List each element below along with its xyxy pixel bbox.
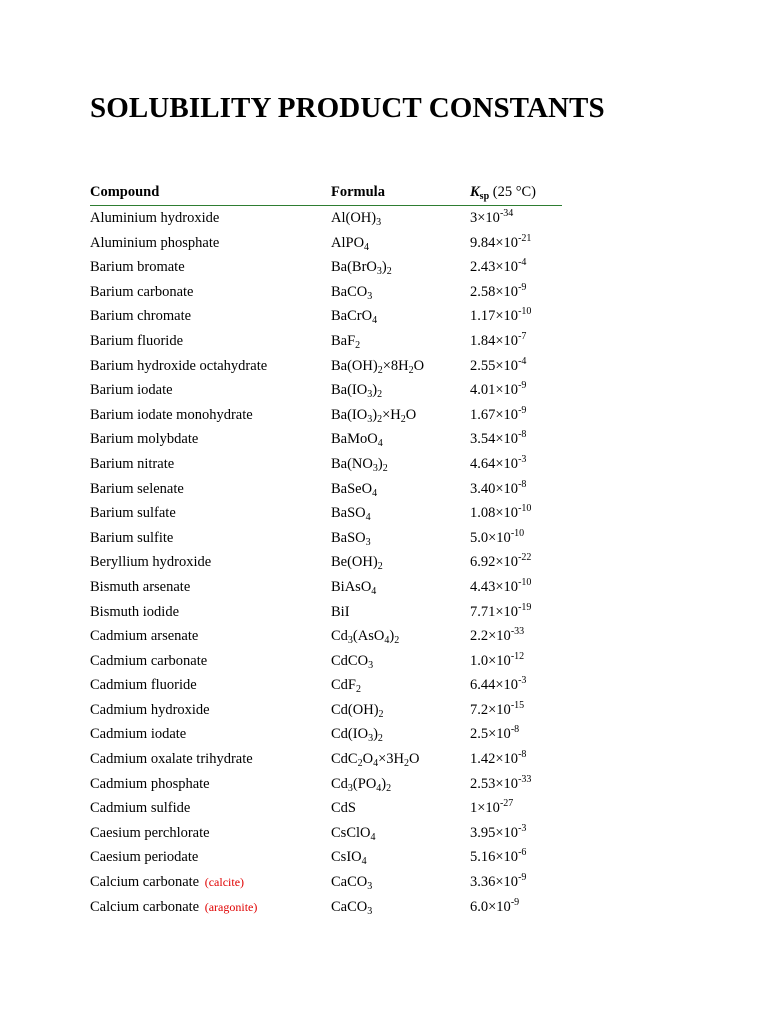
ksp-exponent: -9 (518, 380, 527, 392)
compound-name: Barium fluoride (90, 332, 184, 349)
table-row (90, 895, 562, 920)
compound-name: Bismuth iodide (90, 603, 180, 620)
compound-name: Cadmium sulfide (90, 800, 191, 817)
compound-name: Cadmium iodate (90, 726, 187, 743)
ksp-subscript: sp (479, 191, 490, 202)
chemical-formula: $Ba(BrO_3)_2$ (331, 259, 392, 278)
ksp-exponent: -4 (518, 355, 527, 367)
ksp-exponent: -10 (518, 576, 532, 588)
table-row (90, 747, 562, 772)
ksp-exponent: -21 (518, 232, 532, 244)
ksp-value: $1.42\times 10^{-8}$ (470, 749, 527, 768)
chemical-formula: $Cd(OH)_2$ (331, 701, 384, 720)
table-row (90, 452, 562, 477)
compound-name: Barium sulfate (90, 505, 176, 522)
table-row (90, 673, 562, 698)
chemical-formula: $Ba(OH)_2\times 8H_2O$ (331, 357, 425, 376)
table-row (90, 329, 562, 354)
ksp-exponent: -6 (518, 847, 527, 859)
ksp-exponent: -12 (510, 650, 525, 662)
chemical-formula: CdS (331, 800, 356, 817)
ksp-value: $2.53\times 10^{-33}$ (470, 773, 532, 792)
table-row (90, 477, 562, 502)
compound-name: Cadmium phosphate (90, 775, 210, 792)
table-row (90, 255, 562, 280)
chemical-formula: CdCO$_3$ (331, 652, 374, 671)
ksp-exponent: -10 (518, 503, 532, 515)
ksp-value: $1.84\times 10^{-7}$ (470, 330, 527, 349)
ksp-exponent: -10 (518, 306, 532, 318)
page-title: SOLUBILITY PRODUCT CONSTANTS (90, 92, 605, 124)
chemical-formula: $Cd_3(AsO_4)_2$ (331, 628, 400, 647)
ksp-exponent: -3 (518, 675, 527, 687)
ksp-exponent: -9 (510, 896, 520, 908)
ksp-value: $3.54\times 10^{-8}$ (470, 429, 527, 448)
table-row (90, 427, 562, 452)
ksp-exponent: -4 (518, 257, 527, 269)
ksp-value: $3.95\times 10^{-3}$ (470, 822, 527, 841)
ksp-value: $9.84\times 10^{-21}$ (470, 232, 532, 251)
table-row (90, 403, 562, 428)
compound-name: Barium hydroxide octahydrate (90, 357, 268, 374)
ksp-value: $6.44\times 10^{-3}$ (470, 675, 527, 694)
compound-name: Barium iodate (90, 382, 173, 399)
ksp-exponent: -9 (518, 281, 527, 293)
ksp-value: $4.01\times 10^{-9}$ (470, 380, 527, 399)
ksp-exponent: -8 (518, 429, 527, 441)
compound-name: Barium molybdate (90, 431, 199, 448)
compound-name: Calcium carbonate (calcite) (90, 874, 245, 891)
ksp-exponent: -8 (518, 478, 527, 490)
compound-name: Barium sulfite (90, 529, 174, 546)
compound-name: Caesium periodate (90, 849, 199, 866)
ksp-exponent: -3 (518, 822, 527, 834)
compound-name: Calcium carbonate (aragonite) (90, 898, 258, 915)
ksp-value: $5.16\times 10^{-6}$ (470, 847, 527, 866)
table-body (90, 206, 562, 919)
ksp-value: $2.43\times 10^{-4}$ (470, 257, 527, 276)
compound-name: Barium chromate (90, 308, 192, 325)
chemical-formula: CaCO$_3$ (331, 898, 373, 917)
compound-name: Barium iodate monohydrate (90, 406, 253, 423)
table-header (90, 180, 562, 206)
ksp-exponent: -15 (510, 699, 525, 711)
ksp-value: $2.55\times 10^{-4}$ (470, 355, 527, 374)
chemical-formula: BiI (331, 603, 350, 620)
chemical-formula: $Cd(IO_3)_2$ (331, 726, 383, 745)
ksp-value: $1.08\times 10^{-10}$ (470, 503, 532, 522)
ksp-table (90, 180, 562, 919)
table-row (90, 698, 562, 723)
chemical-formula: BaSeO$_4$ (331, 480, 378, 499)
compound-name: Cadmium fluoride (90, 677, 197, 694)
table-row (90, 231, 562, 256)
ksp-exponent: -9 (518, 872, 527, 884)
chemical-formula: $Ba(IO_3)_2$ (331, 382, 383, 401)
ksp-value: $7.2\times 10^{-15}$ (470, 699, 525, 718)
table-row (90, 722, 562, 747)
table-row (90, 821, 562, 846)
chemical-formula: CsIO$_4$ (331, 849, 367, 868)
chemical-formula: $Cd_3(PO_4)_2$ (331, 775, 392, 794)
chemical-formula: CaCO$_3$ (331, 874, 373, 893)
ksp-value: $5.0\times 10^{-10}$ (470, 527, 525, 546)
chemical-formula: CdF$_2$ (331, 677, 361, 696)
ksp-value: $6.0\times 10^{-9}$ (470, 896, 520, 915)
ksp-value: $3.36\times 10^{-9}$ (470, 872, 527, 891)
chemical-formula: $Ba(IO_3)_2\times H_2O$ (331, 406, 417, 425)
ksp-exponent: -7 (518, 330, 527, 342)
table-row (90, 526, 562, 551)
ksp-value: $4.43\times 10^{-10}$ (470, 576, 532, 595)
ksp-exponent: -34 (499, 208, 514, 219)
compound-name: Beryllium hydroxide (90, 554, 212, 571)
ksp-exponent: -8 (510, 724, 520, 736)
polymorph-note: (aragonite) (204, 899, 258, 914)
chemical-formula: BaCrO$_4$ (331, 308, 378, 327)
chemical-formula: BaSO$_4$ (331, 505, 371, 524)
table-row (90, 772, 562, 797)
ksp-exponent: -8 (518, 749, 527, 761)
ksp-condition: (25 °C) (489, 184, 537, 200)
chemical-formula: $Ba(NO_3)_2$ (331, 455, 388, 474)
chemical-formula: $Be(OH)_2$ (331, 554, 383, 573)
compound-name: Caesium perchlorate (90, 824, 210, 841)
table-row (90, 870, 562, 895)
ksp-value: $3\times 10^{-34}$ (470, 208, 514, 226)
compound-name: Barium nitrate (90, 455, 175, 472)
table-row (90, 378, 562, 403)
compound-name: Barium bromate (90, 259, 185, 276)
ksp-value: $1\times 10^{-27}$ (470, 798, 514, 817)
ksp-value: $2.5\times 10^{-8}$ (470, 724, 520, 743)
formula-column-header: Formula (331, 184, 385, 200)
table-row (90, 796, 562, 821)
compound-name: Aluminium hydroxide (90, 210, 220, 226)
chemical-formula: $Al(OH)_3$ (331, 210, 382, 228)
ksp-column-header (470, 180, 536, 205)
chemical-formula: BaSO$_3$ (331, 529, 371, 548)
chemical-formula: BaF$_2$ (331, 332, 361, 351)
compound-name: Cadmium carbonate (90, 652, 208, 669)
ksp-exponent: -27 (499, 798, 514, 810)
chemical-formula: BaMoO$_4$ (331, 431, 383, 450)
ksp-exponent: -33 (518, 773, 532, 785)
compound-column-header: Compound (90, 184, 160, 200)
ksp-symbol: K (470, 184, 480, 200)
table-row (90, 354, 562, 379)
ksp-value: $2.58\times 10^{-9}$ (470, 281, 527, 300)
compound-name: Barium selenate (90, 480, 184, 497)
ksp-exponent: -3 (518, 453, 527, 465)
compound-name: Cadmium oxalate trihydrate (90, 751, 253, 768)
table-row (90, 600, 562, 625)
table-row (90, 649, 562, 674)
table-row (90, 304, 562, 329)
chemical-formula: BaCO$_3$ (331, 283, 373, 302)
polymorph-note: (calcite) (204, 875, 245, 890)
compound-name: Cadmium arsenate (90, 628, 199, 645)
ksp-exponent: -22 (518, 552, 532, 564)
compound-name: Cadmium hydroxide (90, 701, 210, 718)
ksp-value: $6.92\times 10^{-22}$ (470, 552, 532, 571)
ksp-value: $1.17\times 10^{-10}$ (470, 306, 532, 325)
table-row (90, 206, 562, 231)
ksp-value: $7.71\times 10^{-19}$ (470, 601, 532, 620)
ksp-value: $2.2\times 10^{-33}$ (470, 626, 525, 645)
table-row (90, 280, 562, 305)
compound-name: Barium carbonate (90, 283, 194, 300)
table-row (90, 845, 562, 870)
chemical-formula: CsClO$_4$ (331, 824, 376, 843)
ksp-exponent: -19 (518, 601, 532, 613)
ksp-value: $1.0\times 10^{-12}$ (470, 650, 525, 669)
ksp-exponent: -10 (510, 527, 525, 539)
ksp-exponent: -33 (510, 626, 525, 638)
ksp-exponent: -9 (518, 404, 527, 416)
chemical-formula: AlPO$_4$ (331, 234, 370, 253)
chemical-formula: BiAsO$_4$ (331, 578, 377, 597)
table-row (90, 501, 562, 526)
table-row (90, 550, 562, 575)
table-row (90, 575, 562, 600)
ksp-value: $4.64\times 10^{-3}$ (470, 453, 527, 472)
compound-name: Aluminium phosphate (90, 234, 220, 251)
table-row (90, 624, 562, 649)
ksp-value: $3.40\times 10^{-8}$ (470, 478, 527, 497)
compound-name: Bismuth arsenate (90, 578, 191, 595)
ksp-value: $1.67\times 10^{-9}$ (470, 404, 527, 423)
chemical-formula: $CdC_2O_4\times 3H_2O$ (331, 751, 420, 770)
